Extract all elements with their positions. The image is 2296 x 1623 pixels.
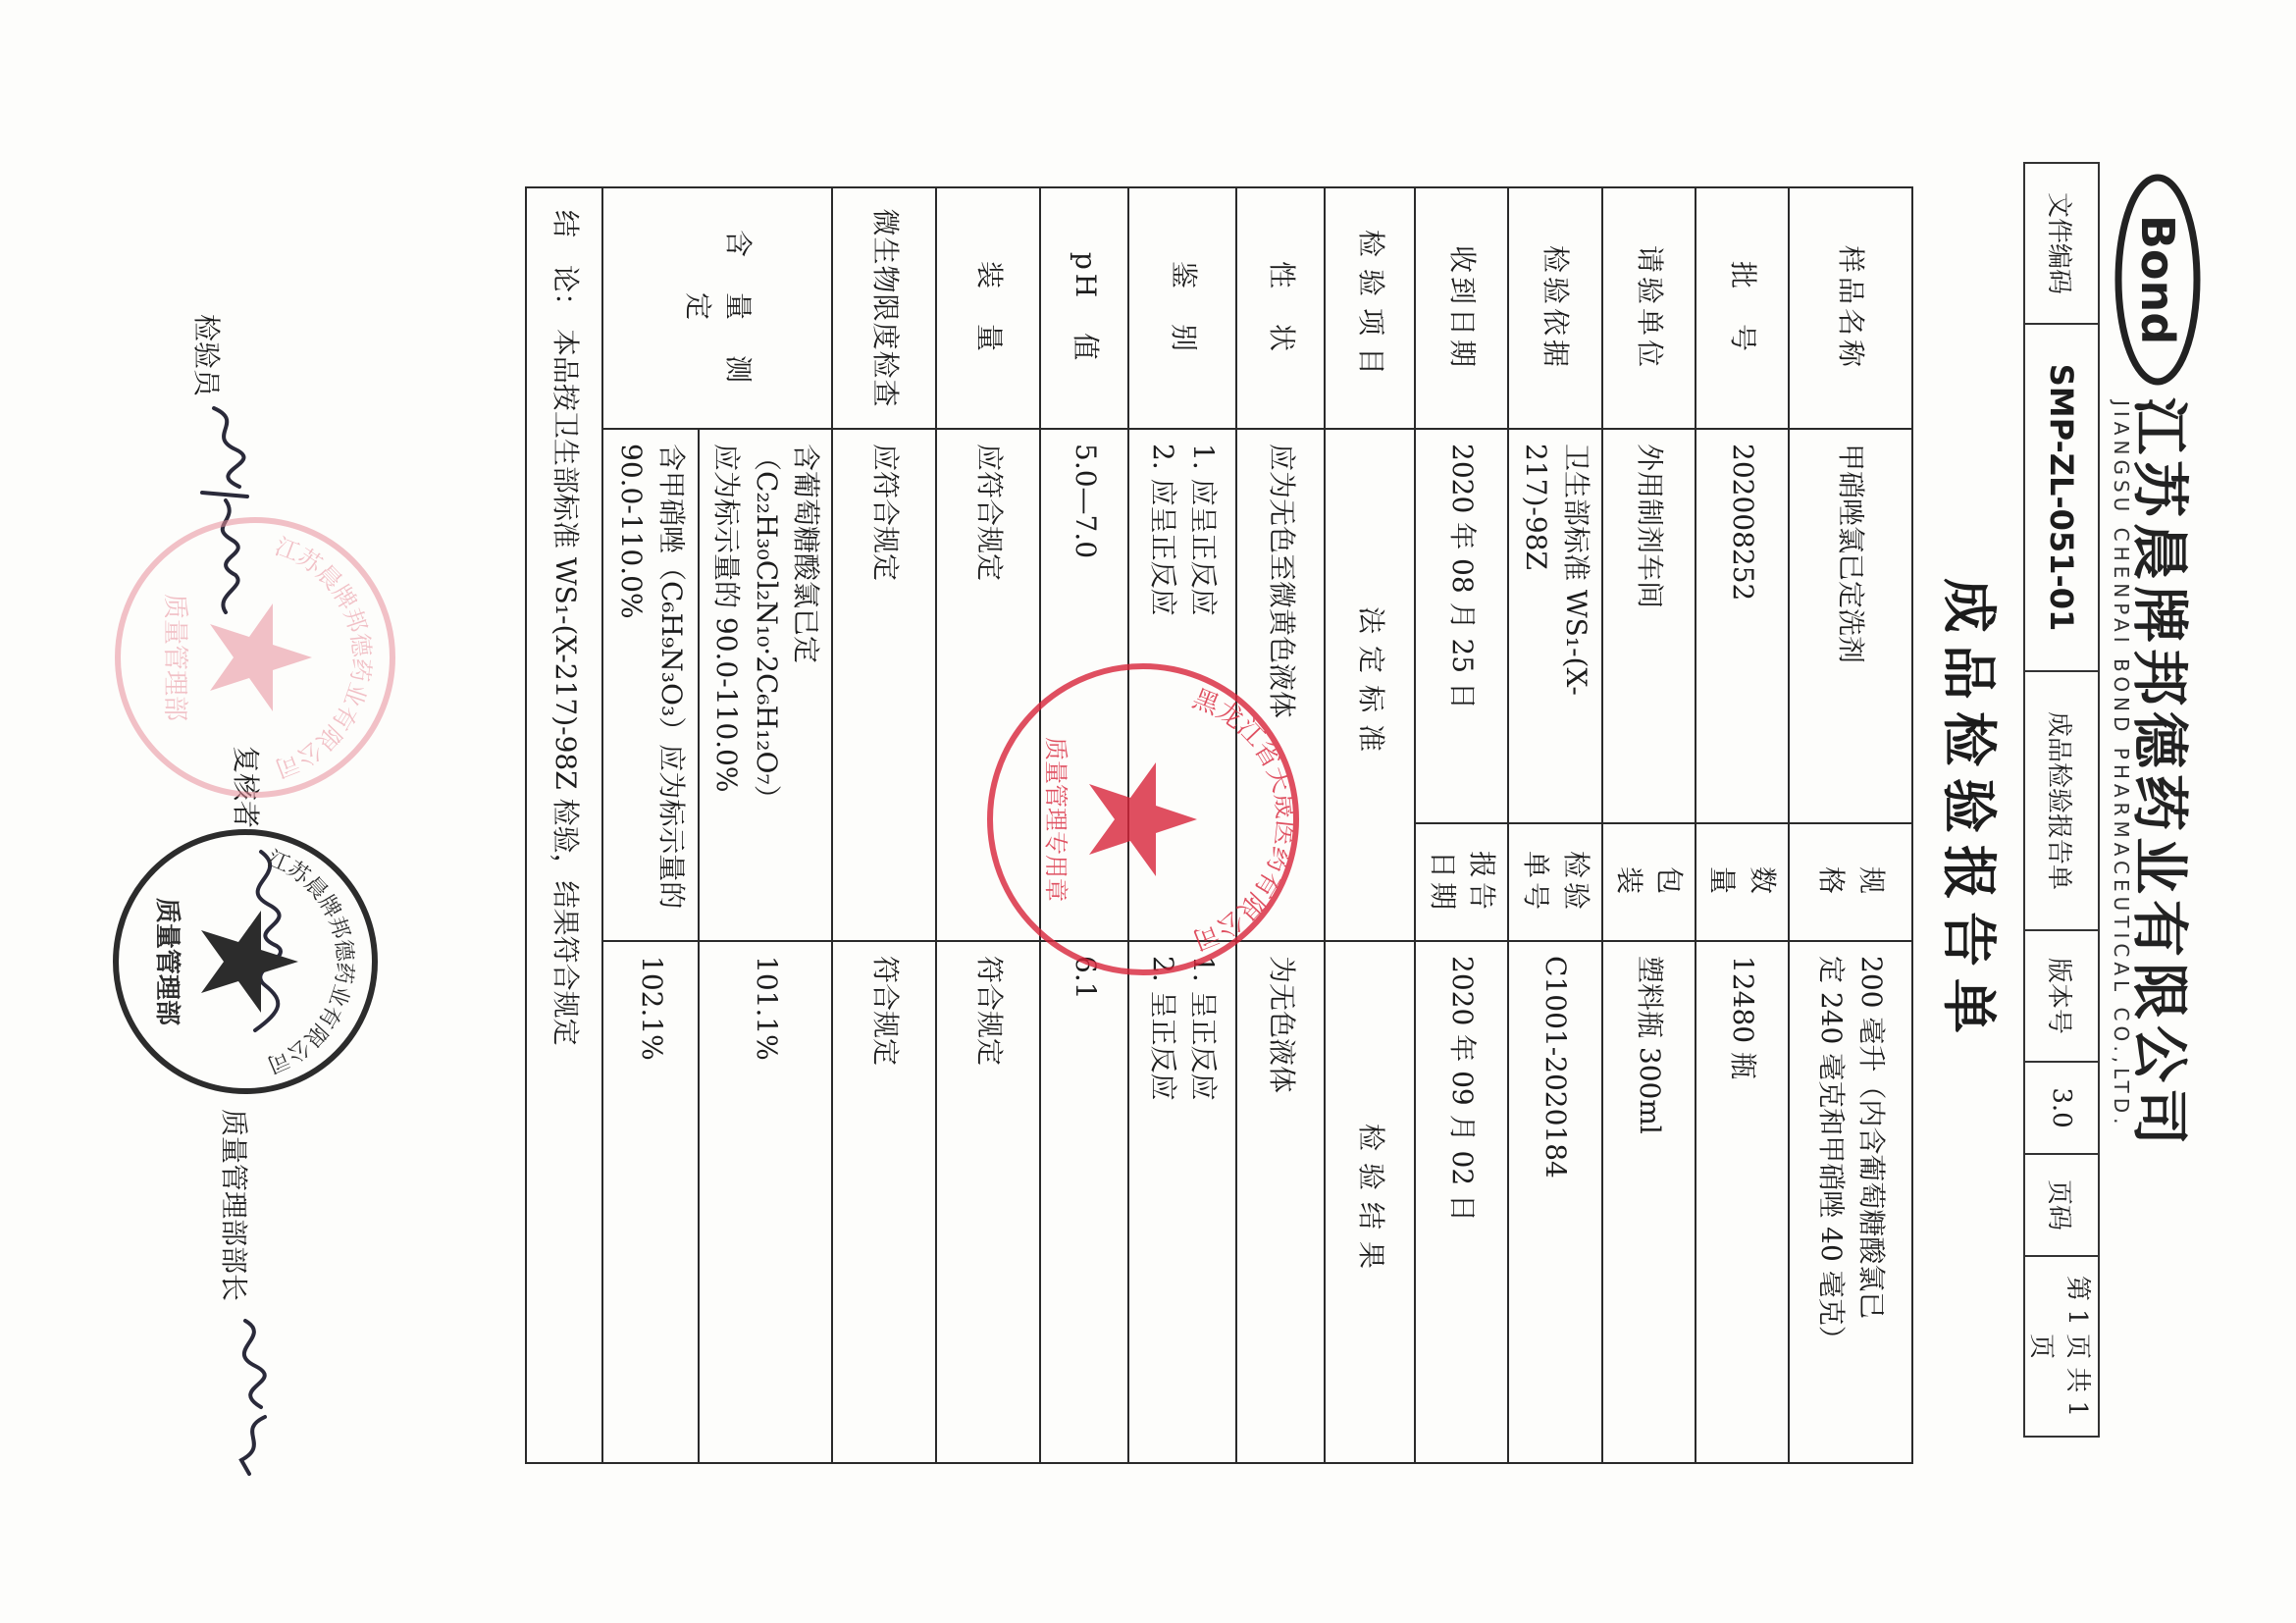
assay-1-line-1: 含葡萄糖酸氯已定（C₂₂H₃₀Cl₂N₁₀·2C₆H₁₂O₇） [750,444,823,812]
company-seal-faded [108,510,402,805]
requester-value: 外用制剂车间 [1602,429,1696,823]
package-value: 塑料瓶 300ml [1602,941,1696,1463]
header-standard: 法定标准 [1325,429,1415,941]
item-standard: 应为无色至微黄色液体 [1236,429,1325,941]
red-seal-sub: 质量管理专用章 [1042,737,1070,902]
test-row-assay-1 [699,187,832,1463]
result-line-2: 2. 呈正反应 [1147,956,1180,1101]
report-date-label: 报告日期 [1415,823,1508,941]
batch-value: 202008252 [1696,429,1789,823]
requester-label: 请验单位 [1602,187,1696,429]
faded-seal-sub: 质量管理部 [160,593,189,722]
header-result: 检验结果 [1325,941,1415,1463]
item-standard: 应符合规定 [832,429,936,941]
info-row-dates [1415,187,1508,1463]
conclusion-label: 结 论： [548,210,582,321]
company-name-cn: 江苏晨牌邦德药业有限公司 [2126,397,2193,1152]
assay-2-line-1: 含甲硝唑（C₆H₉N₃O₃）应为标示量的 [655,444,689,910]
info-row-basis [1508,187,1601,1463]
report-title: 成品检验报告单 [1936,578,2000,1045]
received-date-value: 2020 年 08 月 25 日 [1415,429,1508,823]
version-label: 版本号 [2024,930,2099,1062]
form-name: 成品检验报告单 [2024,671,2099,930]
conclusion-row [526,187,602,1463]
info-row-requester [1602,187,1696,1463]
page-label: 页码 [2024,1154,2099,1256]
report-date-value: 2020 年 09 月 02 日 [1415,941,1508,1463]
item-name: 装 量 [936,187,1040,429]
document-meta-table [2023,162,2100,1438]
company-name-en: JIANGSU CHENPAI BOND PHARMACEUTICAL CO.,LTD. [2110,400,2133,1129]
manager-label: 质量管理部部长 [218,1109,250,1302]
item-result: 符合规定 [832,941,936,1463]
black-seal-sub: 质量管理部 [152,897,182,1026]
red-seal-text: 黑龙江省天晟医药有限公司 [1188,684,1301,955]
basis-label: 检验依据 [1508,187,1601,429]
result-line-1: 1. 呈正反应 [1186,956,1220,1101]
quality-dept-seal [108,824,383,1099]
standard-line-1: 1. 应呈正反应 [1186,444,1220,616]
item-standard: 应符合规定 [936,429,1040,941]
item-standard: 5.0—7.0 [1040,429,1128,941]
header-item: 检验项目 [1325,187,1415,429]
item-name: 性 状 [1236,187,1325,429]
assay-standard-1 [699,429,832,941]
reviewer-label: 复核者 [230,746,262,829]
conclusion-text: 本品按卫生部标准 WS₁-(X-217)-98Z 检验，结果符合规定 [548,328,582,1046]
report-no-label: 检验单号 [1508,823,1601,941]
item-name: pH 值 [1040,187,1128,429]
quantity-value: 12480 瓶 [1696,941,1789,1463]
conclusion-cell [526,187,602,1463]
assay-2-line-2: 90.0-110.0% [615,444,649,619]
version-value: 3.0 [2024,1062,2099,1154]
item-name: 微生物限度检查 [832,187,936,429]
sample-name-label: 样品名称 [1789,187,1912,429]
standard-line-2: 2. 应呈正反应 [1147,444,1180,616]
item-result: 符合规定 [936,941,1040,1463]
bond-logo [2113,172,2203,388]
doc-code-value: SMP-ZL-051-01 [2024,324,2099,671]
item-result: 6.1 [1040,941,1128,1463]
page-value: 第 1 页 共 1 页 [2024,1256,2099,1437]
item-name: 鉴 别 [1128,187,1236,429]
assay-name: 含 量 测 定 [602,187,832,429]
assay-1-line-2: 应为标示量的 90.0-110.0% [710,444,744,793]
faded-seal-text: 江苏晨牌邦德药业有限公司 [271,532,376,783]
item-result [1128,941,1236,1463]
quantity-label: 数 量 [1696,823,1789,941]
basis-value: 卫生部标准 WS₁-(X-217)-98Z [1508,429,1601,823]
spec-label: 规 格 [1789,823,1912,941]
official-red-seal [981,657,1305,981]
manager-signature [206,1315,285,1482]
test-row-microbial-limit [832,187,936,1463]
info-row-batch [1696,187,1789,1463]
spec-value [1789,941,1912,1463]
batch-label: 批 号 [1696,187,1789,429]
assay-result-2: 102.1% [602,941,699,1463]
spec-line-1: 200 毫升（内含葡萄糖酸氯已 [1854,956,1888,1320]
black-seal-text: 江苏晨牌邦德药业有限公司 [263,846,357,1077]
logo-text: Bond [2131,214,2184,345]
svg-text:黑龙江省天晟医药有限公司 [1188,684,1300,954]
received-date-label: 收到日期 [1415,187,1508,429]
spec-line-2: 定 240 毫克和甲硝唑 40 毫克） [1815,956,1848,1353]
report-no-value: C1001-2020184 [1508,941,1601,1463]
table-header-row [1325,187,1415,1463]
assay-result-1: 101.1% [699,941,832,1463]
inspector-label: 检验员 [190,314,223,397]
sample-name-value: 甲硝唑氯已定洗剂 [1789,429,1912,823]
item-result: 为无色液体 [1236,941,1325,1463]
info-row-sample [1789,187,1912,1463]
doc-code-label: 文件编码 [2024,163,2099,324]
assay-standard-2 [602,429,699,941]
package-label: 包 装 [1602,823,1696,941]
